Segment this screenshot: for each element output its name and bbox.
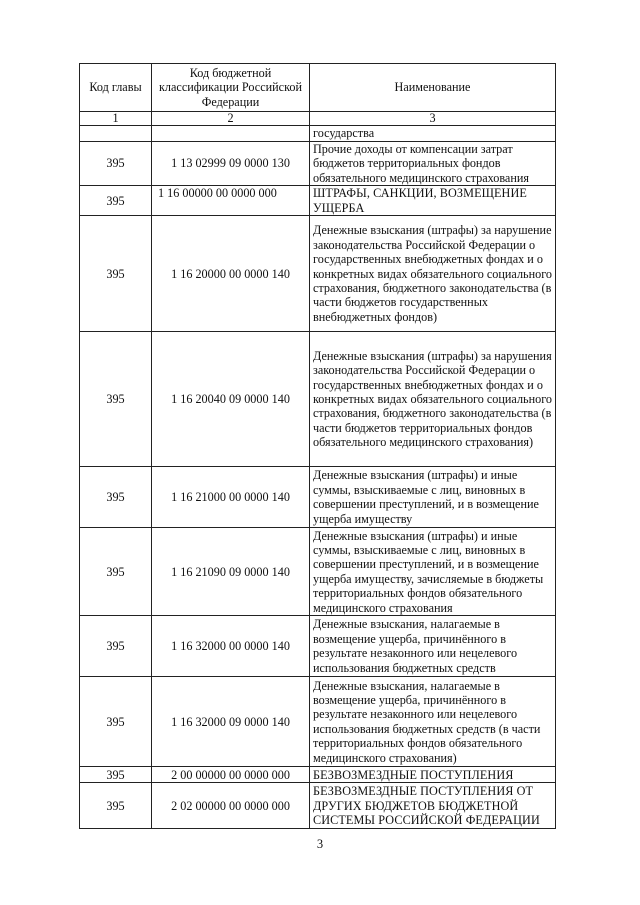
chapter-code-cell: 395 — [80, 767, 152, 783]
header-row — [80, 64, 556, 112]
name-cell: БЕЗВОЗМЕЗДНЫЕ ПОСТУПЛЕНИЯ — [310, 767, 556, 783]
chapter-code-cell: 395 — [80, 186, 152, 216]
table-row — [80, 767, 556, 783]
chapter-code-cell: 395 — [80, 332, 152, 467]
table-row — [80, 186, 556, 216]
name-cell: Денежные взыскания (штрафы) за нарушение законодательства Российской Федерации о государственных внебюджетных фондах и о конкретных видах обязательного социального страхования, бюджетного законодательства (в части бюджетов государственных внебюджетных фондов) — [310, 216, 556, 332]
table-row — [80, 677, 556, 767]
budget-code-cell: 1 13 02999 09 0000 130 — [152, 142, 310, 186]
budget-code-cell: 1 16 32000 00 0000 140 — [152, 616, 310, 677]
header-name: Наименование — [310, 64, 556, 112]
name-cell: Денежные взыскания (штрафы) и иные суммы, взыскиваемые с лиц, виновных в совершении преступлений, и в возмещение ущерба имуществу — [310, 467, 556, 528]
chapter-code-cell: 395 — [80, 528, 152, 616]
budget-code-cell: 1 16 21000 00 0000 140 — [152, 467, 310, 528]
name-cell: Денежные взыскания (штрафы) и иные суммы, взыскиваемые с лиц, виновных в совершении преступлений, и в возмещение ущерба имуществу, зачисляемые в бюджеты территориальных фондов обязательного медицинского страхования — [310, 528, 556, 616]
column-number: 1 — [80, 112, 152, 126]
table-row — [80, 467, 556, 528]
budget-code-cell: 1 16 20000 00 0000 140 — [152, 216, 310, 332]
table-row — [80, 783, 556, 829]
name-cell: ШТРАФЫ, САНКЦИИ, ВОЗМЕЩЕНИЕ УЩЕРБА — [310, 186, 556, 216]
header-chapter-code: Код главы — [80, 64, 152, 112]
table-row — [80, 528, 556, 616]
column-number: 3 — [310, 112, 556, 126]
budget-classification-table — [79, 63, 556, 829]
chapter-code-cell: 395 — [80, 783, 152, 829]
budget-code-cell: 1 16 00000 00 0000 000 — [152, 186, 310, 216]
column-number: 2 — [152, 112, 310, 126]
table-row — [80, 332, 556, 467]
budget-code-cell — [152, 126, 310, 142]
chapter-code-cell: 395 — [80, 142, 152, 186]
table-row — [80, 126, 556, 142]
table-row — [80, 216, 556, 332]
name-cell: Денежные взыскания, налагаемые в возмещение ущерба, причинённого в результате незаконного или нецелевого использования бюджетных средств — [310, 616, 556, 677]
budget-code-cell: 2 00 00000 00 0000 000 — [152, 767, 310, 783]
header-budget-code: Код бюджетной классификации Российской Федерации — [152, 64, 310, 112]
table-row — [80, 616, 556, 677]
chapter-code-cell: 395 — [80, 467, 152, 528]
name-cell: БЕЗВОЗМЕЗДНЫЕ ПОСТУПЛЕНИЯ ОТ ДРУГИХ БЮДЖЕТОВ БЮДЖЕТНОЙ СИСТЕМЫ РОССИЙСКОЙ ФЕДЕРАЦИИ — [310, 783, 556, 829]
chapter-code-cell: 395 — [80, 616, 152, 677]
budget-code-cell: 1 16 20040 09 0000 140 — [152, 332, 310, 467]
name-cell: Денежные взыскания (штрафы) за нарушения законодательства Российской Федерации о государственных внебюджетных фондах и о конкретных видах обязательного социального страхования, бюджетного законодательства (в части бюджетов территориальных фондов обязательного медицинского страхования) — [310, 332, 556, 467]
chapter-code-cell: 395 — [80, 677, 152, 767]
budget-code-cell: 1 16 21090 09 0000 140 — [152, 528, 310, 616]
name-cell: Прочие доходы от компенсации затрат бюджетов территориальных фондов обязательного медицинского страхования — [310, 142, 556, 186]
table-row — [80, 142, 556, 186]
budget-code-cell: 1 16 32000 09 0000 140 — [152, 677, 310, 767]
chapter-code-cell: 395 — [80, 216, 152, 332]
column-number-row — [80, 112, 556, 126]
name-cell: Денежные взыскания, налагаемые в возмещение ущерба, причинённого в результате незаконного или нецелевого использования бюджетных средств (в части территориальных фондов обязательного медицинского страхования) — [310, 677, 556, 767]
name-cell: государства — [310, 126, 556, 142]
page-number: 3 — [316, 837, 324, 851]
budget-code-cell: 2 02 00000 00 0000 000 — [152, 783, 310, 829]
chapter-code-cell — [80, 126, 152, 142]
